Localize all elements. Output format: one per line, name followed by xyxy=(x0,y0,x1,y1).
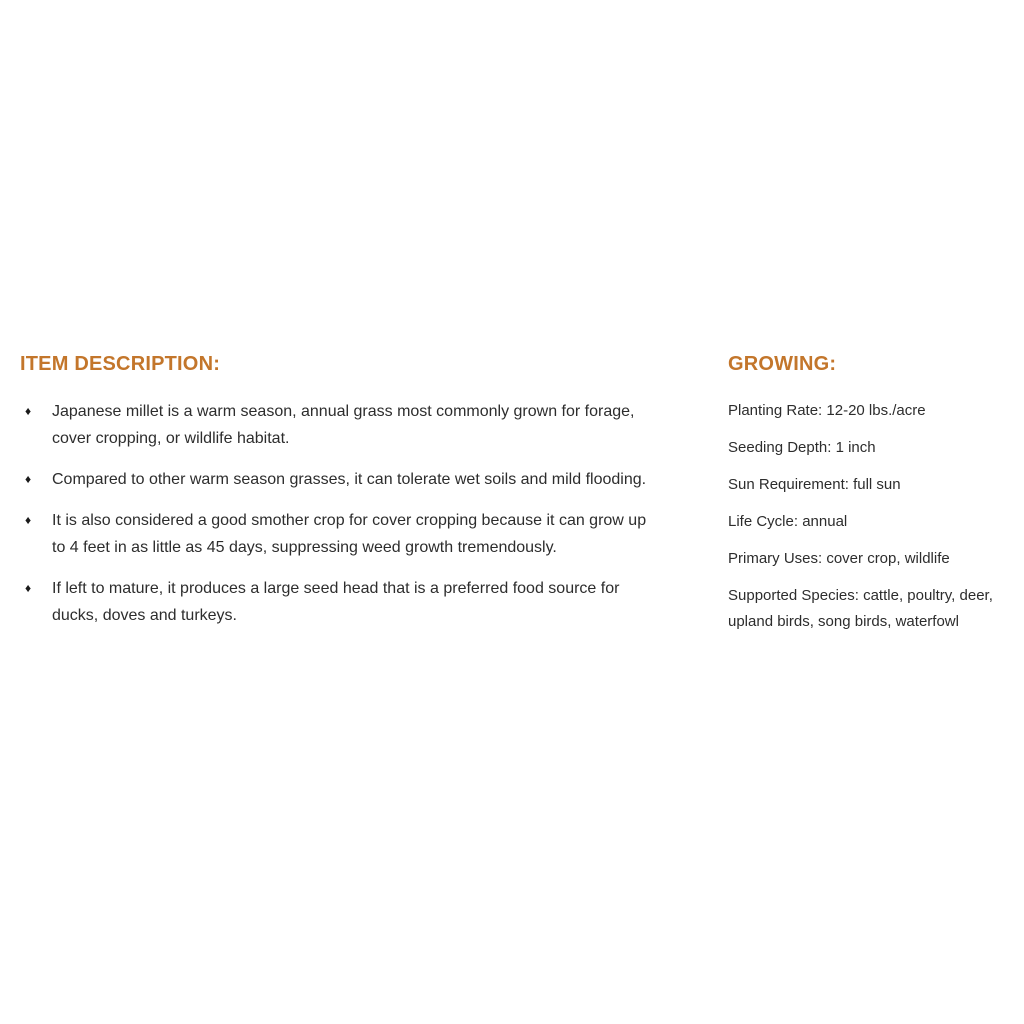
description-bullet-item xyxy=(20,575,668,629)
description-bullet-item xyxy=(20,466,668,493)
growing-heading: GROWING: xyxy=(728,353,837,375)
growing-facts-list xyxy=(728,398,1024,635)
growing-fact: Planting Rate: 12-20 lbs./acre xyxy=(728,402,926,419)
growing-fact: Seeding Depth: 1 inch xyxy=(728,439,876,456)
growing-fact: Supported Species: cattle, poultry, deer, upland birds, song birds, waterfowl xyxy=(728,587,993,630)
growing-section xyxy=(728,352,1024,646)
item-description-heading: ITEM DESCRIPTION: xyxy=(20,353,221,375)
description-bullet-text: Japanese millet is a warm season, annual grass most commonly grown for forage, cover cropping, or wildlife habitat. xyxy=(52,403,635,447)
item-description-section xyxy=(20,352,668,643)
description-bullet-item xyxy=(20,398,668,452)
description-bullet-text: Compared to other warm season grasses, it can tolerate wet soils and mild flooding. xyxy=(52,471,647,488)
description-bullet-text: It is also considered a good smother crop for cover cropping because it can grow up to 4 feet in as little as 45 days, suppressing weed growth tremendously. xyxy=(52,512,647,556)
diamond-bullet-icon: ♦ xyxy=(25,513,32,527)
description-bullet-text: If left to mature, it produces a large seed head that is a preferred food source for ducks, doves and turkeys. xyxy=(52,580,620,624)
diamond-bullet-icon: ♦ xyxy=(25,472,32,486)
growing-fact: Primary Uses: cover crop, wildlife xyxy=(728,550,950,567)
growing-fact: Sun Requirement: full sun xyxy=(728,476,901,493)
item-description-list xyxy=(20,398,668,629)
diamond-bullet-icon: ♦ xyxy=(25,404,32,418)
growing-fact: Life Cycle: annual xyxy=(728,513,848,530)
diamond-bullet-icon: ♦ xyxy=(25,581,32,595)
description-bullet-item xyxy=(20,507,668,561)
